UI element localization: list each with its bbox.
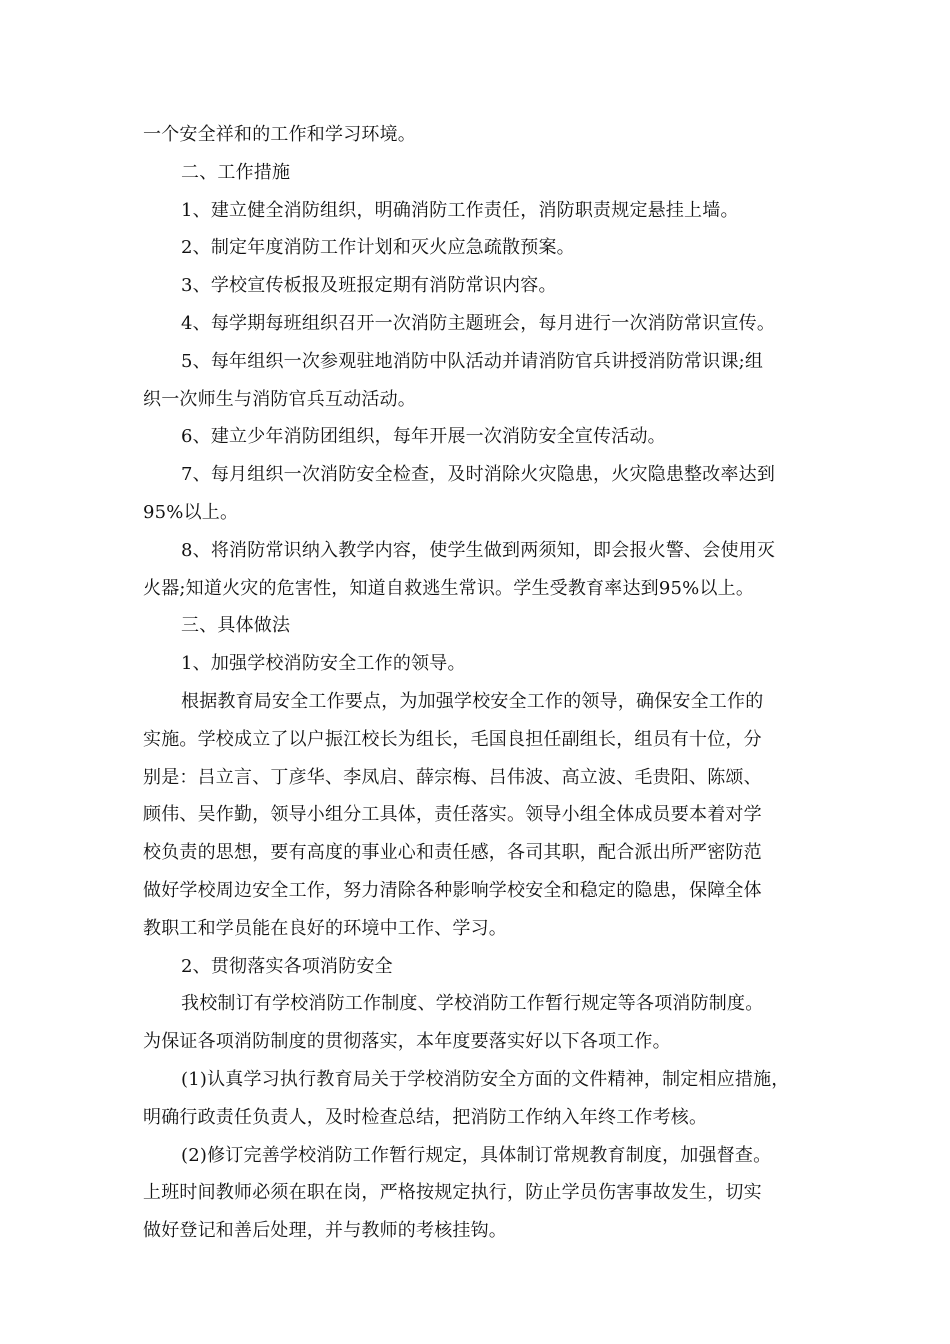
text-line: 校负责的思想，要有高度的事业心和责任感，各司其职，配合派出所严密防范 (143, 842, 762, 864)
text-line: 织一次师生与消防官兵互动活动。 (143, 388, 416, 410)
text-line: 一个安全祥和的工作和学习环境。 (143, 124, 416, 145)
text-line: 95%以上。 (143, 501, 239, 523)
text-line: 实施。学校成立了以户振江校长为组长，毛国良担任副组长，组员有十位，分 (143, 728, 762, 750)
text-line: 5、每年组织一次参观驻地消防中队活动并请消防官兵讲授消防常识课;组 (181, 350, 764, 372)
text-line: 做好学校周边安全工作，努力清除各种影响学校安全和稳定的隐患，保障全体 (143, 879, 762, 901)
text-line: 6、建立少年消防团组织，每年开展一次消防安全宣传活动。 (181, 426, 666, 448)
text-line: 我校制订有学校消防工作制度、学校消防工作暂行规定等各项消防制度。 (181, 993, 764, 1015)
text-line: 1、建立健全消防组织，明确消防工作责任，消防职责规定悬挂上墙。 (181, 199, 739, 221)
text-line: 2、制定年度消防工作计划和灭火应急疏散预案。 (181, 237, 575, 259)
text-line: 顾伟、吴作勤，领导小组分工具体，责任落实。领导小组全体成员要本着对学 (143, 804, 762, 826)
text-line: 根据教育局安全工作要点，为加强学校安全工作的领导，确保安全工作的 (181, 690, 764, 712)
text-line: 做好登记和善后处理，并与教师的考核挂钩。 (143, 1220, 507, 1242)
text-line: 4、每学期每班组织召开一次消防主题班会，每月进行一次消防常识宣传。 (181, 312, 776, 334)
text-line: 8、将消防常识纳入教学内容，使学生做到两须知，即会报火警、会使用灭 (181, 539, 776, 561)
text-line: 三、具体做法 (181, 615, 291, 637)
text-line: 明确行政责任负责人，及时检查总结，把消防工作纳入年终工作考核。 (143, 1106, 708, 1128)
text-line: 教职工和学员能在良好的环境中工作、学习。 (143, 917, 507, 939)
text-line: 3、学校宣传板报及班报定期有消防常识内容。 (181, 275, 557, 297)
text-line: 为保证各项消防制度的贯彻落实，本年度要落实好以下各项工作。 (143, 1031, 671, 1053)
document-body (143, 116, 808, 1250)
text-line: 1、加强学校消防安全工作的领导。 (181, 653, 466, 675)
text-line: 火器;知道火灾的危害性，知道自救逃生常识。学生受教育率达到95%以上。 (143, 577, 755, 599)
text-line: (1)认真学习执行教育局关于学校消防安全方面的文件精神，制定相应措施， (181, 1068, 790, 1090)
text-line: 别是：吕立言、丁彦华、李凤启、薛宗梅、吕伟波、高立波、毛贵阳、陈颂、 (143, 766, 762, 788)
text-line: 上班时间教师必须在职在岗，严格按规定执行，防止学员伤害事故发生，切实 (143, 1182, 762, 1204)
text-line: (2)修订完善学校消防工作暂行规定，具体制订常规教育制度，加强督查。 (181, 1144, 772, 1166)
text-line: 2、贯彻落实各项消防安全 (181, 955, 393, 977)
text-line: 二、工作措施 (181, 161, 291, 183)
text-line: 7、每月组织一次消防安全检查，及时消除火灾隐患，火灾隐患整改率达到 (181, 464, 776, 486)
